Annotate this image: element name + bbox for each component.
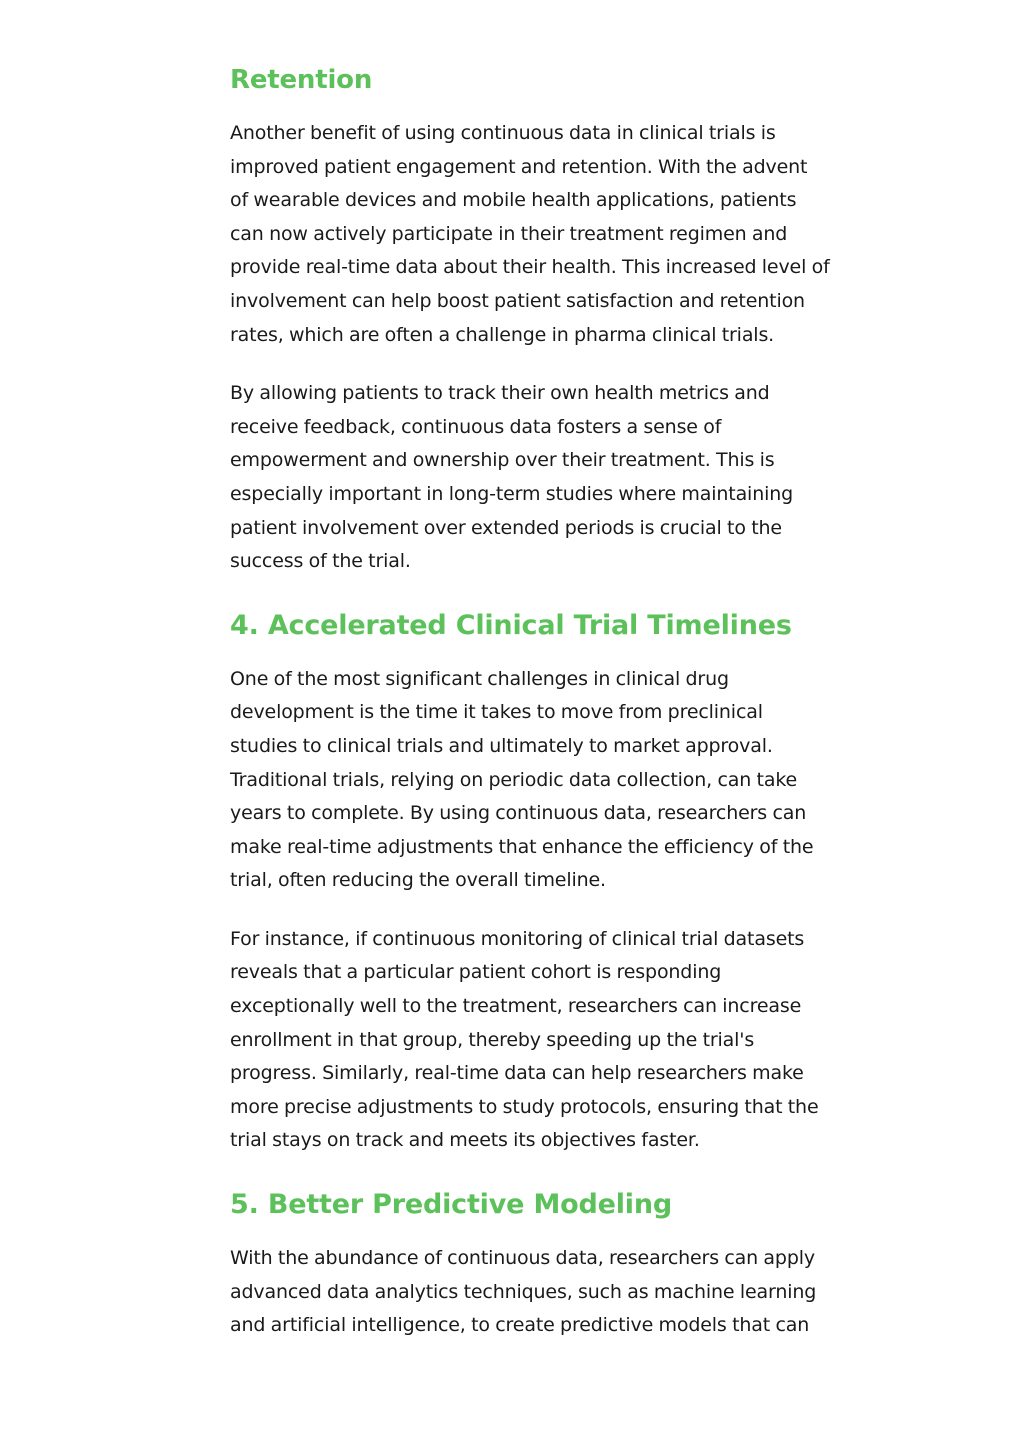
paragraph: Another benefit of using continuous data in clinical trials is improved patient engagement and retention. With the advent of wearable devices and mobile health applications, patients can now actively participate in their treatment regimen and provide real-time data about their health. This increased level of involvement can help boost patient satisfaction and retention rates, which are often a challenge in pharma clinical trials.: [230, 122, 830, 346]
section-heading-accelerated-timelines: 4. Accelerated Clinical Trial Timelines: [230, 609, 792, 641]
paragraph: With the abundance of continuous data, researchers can apply advanced data analytics techniques, such as machine learning and artificial intelligence, to create predictive models that can: [230, 1247, 817, 1337]
article-body: [230, 58, 830, 1343]
section-heading-retention: Retention: [230, 65, 373, 95]
section-heading-predictive-modeling: 5. Better Predictive Modeling: [230, 1189, 672, 1221]
paragraph: For instance, if continuous monitoring of clinical trial datasets reveals that a particular patient cohort is responding exceptionally well to the treatment, researchers can increase enrollment in that group, thereby speeding up the trial's progress. Similarly, real-time data can help researchers make more precise adjustments to study protocols, ensuring that the trial stays on track and meets its objectives faster.: [230, 927, 819, 1152]
paragraph: One of the most significant challenges in clinical drug development is the time it takes to move from preclinical studies to clinical trials and ultimately to market approval. Traditional trials, relying on periodic data collection, can take years to complete. By using continuous data, researchers can make real-time adjustments that enhance the efficiency of the trial, often reducing the overall timeline.: [230, 667, 814, 892]
paragraph: By allowing patients to track their own health metrics and receive feedback, continuous data fosters a sense of empowerment and ownership over their treatment. This is especially important in long-term studies where maintaining patient involvement over extended periods is crucial to the success of the trial.: [230, 382, 794, 573]
